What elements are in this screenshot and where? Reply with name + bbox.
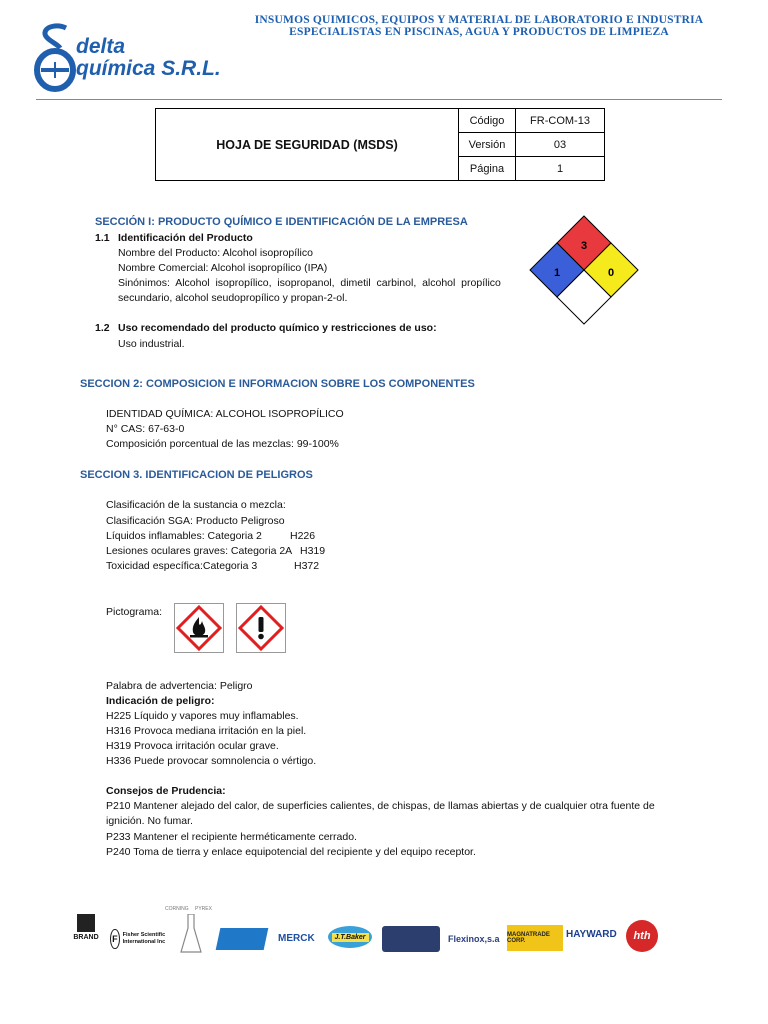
hazard-row-1-code: H226 [290,530,316,542]
composition: Composición porcentual de las mezclas: 99-100% [106,438,339,450]
product-name: Nombre del Producto: Alcohol isopropílico [118,247,313,259]
hth-logo: hth [626,920,658,952]
synonyms-line-1: Sinónimos: Alcohol isopropílico, isopropanol, dimetil carbinol, alcohol propílico [118,277,501,289]
commercial-name: Nombre Comercial: Alcohol isopropílico (IPA) [118,262,328,274]
doc-header-table [155,108,605,181]
hazard-row-1-text: Líquidos inflamables: Categoria 2 [106,530,262,542]
hazard-statement-h225: H225 Líquido y vapores muy inflamables. [106,710,299,722]
sga-classification: Clasificación SGA: Producto Peligroso [106,515,285,527]
classification-label: Clasificación de la sustancia o mezcla: [106,499,286,511]
section1-sub2-title: Uso recomendado del producto químico y restricciones de uso: [118,322,437,334]
nfpa-diamond-icon [528,214,640,326]
hazard-indication-title: Indicación de peligro: [106,695,215,707]
nfpa-flammability-value: 3 [580,240,588,252]
nfpa-health-value: 1 [553,267,561,279]
flexinox-logo: Flexinox,s.a [448,934,500,944]
page-label: Página [459,157,516,181]
section1-sub1-title: Identificación del Producto [118,232,253,244]
hazard-row-3-text: Toxicidad específica:Categoria 3 [106,560,258,572]
precaution-p233: P233 Mantener el recipiente herméticamente cerrado. [106,831,357,843]
doc-title: HOJA DE SEGURIDAD (MSDS) [156,109,459,181]
precaution-p210-line-1: P210 Mantener alejado del calor, de superficies calientes, de chispas, de llamas abiertas y de cualquier otra fuente de [106,800,655,812]
hazard-row-3-code: H372 [294,560,320,572]
header-divider [36,99,722,100]
synonyms-line-2: secundario, alcohol seudopropílico y propan-2-ol. [118,292,348,304]
hazard-row-2-code: H319 [300,545,326,557]
page-value: 1 [516,157,605,181]
precaution-p240: P240 Toma de tierra y enlace equipotencial del recipiente y del equipo receptor. [106,846,476,858]
logo-line-1: delta [76,35,126,58]
fisher-logo: F Fisher Scientific International Inc [110,926,170,952]
merck-logo: MERCK [278,933,315,944]
code-label: Código [459,109,516,133]
hazard-statement-h336: H336 Puede provocar somnolencia o vértigo. [106,755,317,767]
use-text: Uso industrial. [118,338,185,350]
wave-brand-logo [382,926,440,952]
brand-logo: BRAND [68,914,104,950]
section2-title: SECCION 2: COMPOSICION E INFORMACION SOBRE LOS COMPONENTES [80,378,475,390]
tagline-line-1: INSUMOS QUIMICOS, EQUIPOS Y MATERIAL DE LABORATORIO E INDUSTRIA [254,14,704,26]
version-label: Versión [459,133,516,157]
magnatrade-logo: MAGNATRADE CORP. [507,925,563,951]
exclamation-pictogram-icon [236,603,286,653]
flame-pictogram-icon [174,603,224,653]
section3-title: SECCION 3. IDENTIFICACION DE PELIGROS [80,469,313,481]
nfpa-reactivity-value: 0 [607,267,615,279]
section1-title: SECCIÓN I: PRODUCTO QUÍMICO E IDENTIFICACIÓN DE LA EMPRESA [95,216,468,228]
precaution-title: Consejos de Prudencia: [106,785,226,797]
chemical-identity: IDENTIDAD QUÍMICA: ALCOHOL ISOPROPÍLICO [106,408,344,420]
blue-brand-logo [216,928,269,950]
delta-logo-icon [32,22,78,92]
logo-line-2: química S.R.L. [76,57,221,80]
section1-sub2-number: 1.2 [95,322,110,334]
hazard-statement-h319: H319 Provoca irritación ocular grave. [106,740,279,752]
hayward-logo: HAYWARD [566,929,617,940]
tagline-line-2: ESPECIALISTAS EN PISCINAS, AGUA Y PRODUCTOS DE LIMPIEZA [289,26,669,38]
jt-baker-logo: J.T.Baker [328,926,372,948]
cas-number: N° CAS: 67-63-0 [106,423,185,435]
corning-pyrex-logo: CORNING PYREX [165,906,215,956]
pictogram-label: Pictograma: [106,606,163,618]
code-value: FR-COM-13 [516,109,605,133]
version-value: 03 [516,133,605,157]
hazard-statement-h316: H316 Provoca mediana irritación en la piel. [106,725,307,737]
hazard-row-2-text: Lesiones oculares graves: Categoria 2A [106,545,293,557]
signal-word: Palabra de advertencia: Peligro [106,680,253,692]
section1-sub1-number: 1.1 [95,232,110,244]
precaution-p210-line-2: ignición. No fumar. [106,815,193,827]
